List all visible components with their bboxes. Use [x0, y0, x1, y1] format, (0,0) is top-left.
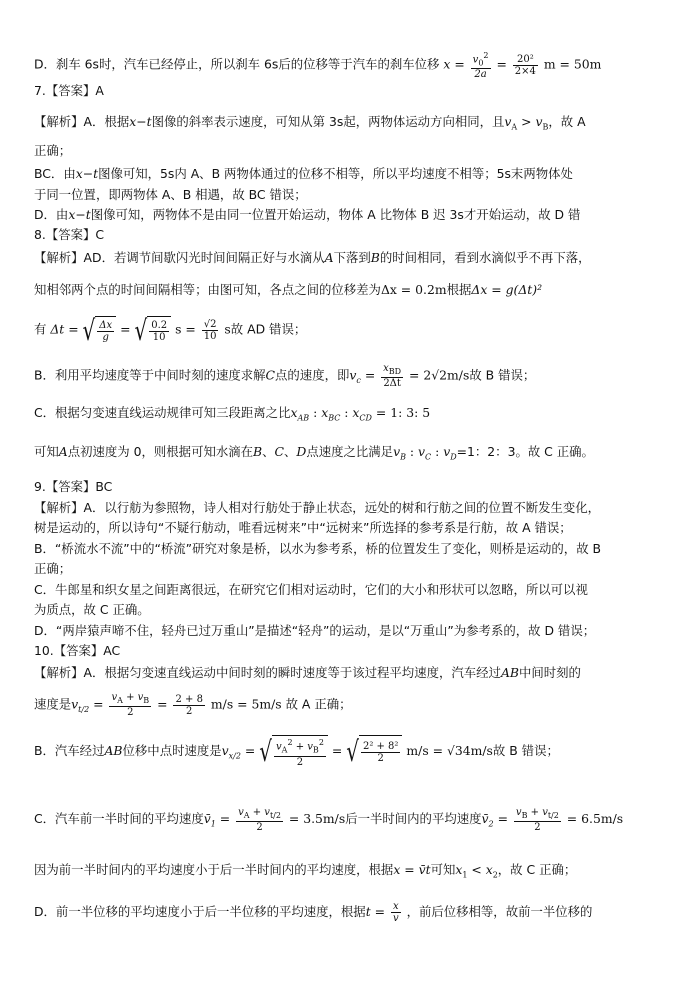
math-var: x [485, 862, 493, 877]
subscript: BC [328, 413, 341, 423]
denominator: v [392, 913, 399, 924]
math-var: D [296, 444, 307, 459]
math-run: t = [365, 904, 386, 919]
math-run: = [331, 742, 343, 758]
text-run: C．根据匀变速直线运动规律可知三段距离之比 [34, 405, 291, 420]
math-var: v̄ [481, 811, 489, 826]
subscript: B [521, 810, 528, 820]
denominator: g [102, 332, 109, 343]
subscript: A [243, 810, 250, 820]
text-line: 树是运动的，所以诗句“不疑行舫动，唯看远树来”中“远树来”所选择的参考系是行舫，故 A 错误； [34, 520, 572, 535]
text-run: D．由 [34, 207, 69, 222]
math-run: s [224, 321, 231, 337]
text-line [34, 166, 573, 182]
text-run: ，故 C 正确； [497, 862, 577, 877]
fraction [274, 737, 326, 767]
text-line: 正确； [34, 143, 72, 158]
text-line: D．“两岸猿声啼不住，轻舟已过万重山”是描述“轻舟”的运动，是以“万重山”为参考系的，故 D 错误； [34, 623, 596, 638]
subscript: D [450, 452, 457, 462]
fraction [513, 54, 538, 77]
sqrt: √ $\frac{v_A^2 + v_B^2}{2}$ [259, 735, 328, 768]
math-var: x [383, 363, 389, 374]
math-run: = [244, 742, 256, 758]
text-run: 【解析】AD．若调节间歇闪光时间间隔正好与水滴从 [34, 250, 325, 265]
math-var: v [418, 444, 426, 459]
math-run: x−t [68, 207, 91, 222]
text-line [34, 898, 592, 926]
math-run: = [219, 811, 231, 826]
math-var: + v [527, 806, 548, 818]
text-run: 下落到 [333, 250, 371, 265]
answer-heading: 9.【答案】BC [34, 479, 113, 494]
text-run: 根据 [446, 282, 472, 297]
text-run: 有 [34, 321, 47, 337]
text-run: =1：2：3。故 C 正确。 [456, 444, 594, 459]
math-var: B [253, 444, 263, 459]
text-run: 知相邻两个点的时间间隔相等；由图可知，各点之间的位移差为 [34, 282, 381, 297]
subscript: x/2 [228, 751, 241, 761]
fraction [514, 807, 561, 833]
superscript: 2 [287, 738, 293, 748]
text-line [34, 405, 430, 426]
text-line [34, 207, 580, 223]
math-var: v [515, 806, 522, 818]
text-run: D．前一半位移的平均速度小于后一半位移的平均速度，根据 [34, 904, 366, 919]
fraction [202, 319, 219, 342]
denominator: 10 [203, 330, 217, 342]
text-line: 为质点，故 C 正确。 [34, 602, 150, 617]
math-var: v [472, 54, 479, 66]
sqrt: √ $\frac{\Delta x}{g}$ [83, 316, 117, 344]
text-run: ，前后位移相等，故前一半位移的 [406, 904, 593, 919]
text-run: 图像可知，5s内 A、B 两物体通过的位移不相等，所以平均速度不相等；5s末两物体处 [98, 166, 573, 181]
math-run: m/s = [406, 742, 447, 758]
math-var: AB [500, 665, 519, 680]
subscript: B [400, 452, 406, 462]
math-var: + v [249, 806, 270, 818]
math-run: = [157, 696, 168, 712]
math-run: Δx = g(Δt)² [471, 282, 543, 297]
answer-heading: 8.【答案】C [34, 227, 105, 242]
subscript: CD [359, 413, 372, 423]
text-run: 故 B 错误； [492, 742, 559, 758]
math-run: < [467, 862, 486, 877]
math-run: : [340, 405, 353, 420]
fraction [391, 901, 401, 924]
math-run: x−t [75, 166, 99, 181]
text-run: 位移中点时速度是 [122, 742, 222, 758]
superscript: 2 [318, 738, 324, 748]
text-line [34, 363, 535, 392]
math-run: = [120, 321, 131, 337]
subscript: 1 [210, 819, 216, 829]
text-line [34, 735, 559, 771]
math-var: x [455, 862, 463, 877]
text-line [34, 862, 576, 883]
sqrt: √ $\frac{0.2}{10}$ [134, 316, 171, 344]
subscript: 0 [478, 58, 484, 68]
subscript: B [312, 745, 319, 755]
subscript: t/2 [269, 810, 281, 820]
math-var: A [324, 250, 334, 265]
text-run: 图像可知，两物体不是由同一位置开始运动，物体 A 比物体 B 迟 3s才开始运动，故 D 错 [90, 207, 581, 222]
fraction [109, 692, 151, 718]
text-line [34, 804, 623, 839]
subscript: C [425, 452, 432, 462]
text-run: ，故 A [548, 114, 586, 129]
text-run: 点的速度，即 [275, 367, 350, 383]
denominator: 2 [127, 707, 134, 718]
math-var: v [393, 444, 401, 459]
math-var: x [321, 405, 329, 420]
math-run: > [517, 114, 536, 129]
sqrt: √ $\frac{\text{2² + 8²}}{2}$ [346, 735, 402, 767]
math-var: B [370, 250, 380, 265]
subscript: 2 [492, 870, 498, 880]
subscript: A [511, 122, 518, 132]
text-run: 点速度之比满足 [306, 444, 394, 459]
math-run: = [496, 56, 507, 72]
text-run: 故 B 错误； [469, 367, 536, 383]
answer-heading: 10.【答案】AC [34, 643, 121, 658]
math-var: + v [122, 692, 144, 703]
text-run: 的时间相同，看到水滴似乎不再下落， [379, 250, 591, 265]
subscript: t/2 [547, 810, 559, 820]
subscript: A [117, 696, 123, 705]
denominator: 2 [256, 821, 263, 833]
numerator: 2 + 8 [175, 693, 203, 705]
text-run: 、 [284, 444, 297, 459]
subscript: 1 [462, 870, 468, 880]
math-run: = [93, 696, 104, 712]
text-run: 后一半时间内的平均速度 [345, 811, 482, 826]
text-line [34, 313, 307, 347]
math-var: x [352, 405, 360, 420]
text-line [34, 665, 581, 681]
math-var: v [443, 444, 451, 459]
denominator: 2 [377, 753, 384, 765]
text-line [34, 282, 542, 298]
text-run: D．刹车 6s时，汽车已经停止，所以刹车 6s后的位移等于汽车的刹车位移 [34, 56, 440, 72]
math-run: m/s = 5m/s [210, 696, 282, 712]
math-var: v [276, 741, 282, 753]
math-var: AB [104, 742, 123, 758]
math-var: v [71, 696, 79, 712]
fraction [236, 807, 283, 833]
text-line: 正确； [34, 561, 72, 576]
text-line: 于同一位置，即两物体 A、B 相遇，故 BC 错误； [34, 187, 307, 202]
math-run: : [309, 405, 322, 420]
math-run: x = v̄t [393, 862, 431, 877]
math-var: v [349, 367, 357, 383]
text-run: 【解析】A．根据 [34, 114, 130, 129]
text-run: B．汽车经过 [34, 742, 105, 758]
math-run: m/s [470, 742, 493, 758]
text-run: 图像的斜率表示速度，可知从第 3s起，两物体运动方向相同，且 [151, 114, 505, 129]
denominator: 2a [474, 69, 487, 81]
math-run: = 1: 3: 5 [371, 405, 431, 420]
math-var: x [290, 405, 298, 420]
denominator: 2×4 [514, 65, 536, 77]
text-run: 可知 [34, 444, 59, 459]
math-run: x = [443, 56, 465, 72]
math-run: Δx = 0.2m [380, 282, 447, 297]
text-line: C．牛郎星和织女星之间距离很远，在研究它们相对运动时，它们的大小和形状可以忽略，所以可以视 [34, 582, 588, 597]
numerator: 0.2 [151, 320, 168, 331]
math-var: v̄ [203, 811, 211, 826]
subscript: c [356, 375, 361, 385]
math-run: = 2√2m/s [409, 367, 470, 383]
subscript: BD [388, 367, 402, 376]
numerator: Δx [99, 320, 113, 331]
denominator: 10 [152, 332, 166, 343]
math-run: m = 50m [543, 56, 602, 72]
denominator: 2 [534, 821, 541, 833]
math-run: √34 [446, 742, 471, 758]
numerator: 2² + 8² [362, 741, 399, 753]
math-run: = 3.5m/s [288, 811, 346, 826]
fraction [149, 320, 169, 343]
text-run: B．利用平均速度等于中间时刻的速度求解 [34, 367, 266, 383]
math-run: Δt = [50, 321, 79, 337]
fraction [381, 363, 403, 389]
math-run: = 6.5m/s [566, 811, 624, 826]
fraction [173, 694, 204, 717]
text-line [34, 114, 586, 135]
text-line [34, 692, 352, 722]
denominator: 2 [296, 756, 304, 768]
math-var: v [111, 692, 118, 703]
text-line: 【解析】A．以行舫为参照物，诗人相对行舫处于静止状态，远处的树和行舫之间的位置不断发生变化， [34, 500, 601, 515]
math-run: = [364, 367, 376, 383]
text-run: 点初速度为 0，则根据可知水滴在 [67, 444, 254, 459]
subscript: A [281, 745, 288, 755]
denominator: 2 [186, 705, 193, 717]
math-run: : [431, 444, 444, 459]
text-run: 速度是 [34, 696, 72, 712]
math-var: A [58, 444, 68, 459]
superscript: 2 [483, 51, 489, 60]
denominator: 2Δt [383, 378, 401, 389]
answer-heading: 7.【答案】A [34, 83, 104, 98]
fraction [361, 741, 400, 764]
subscript: t/2 [78, 704, 90, 714]
text-run: 【解析】A．根据匀变速直线运动中间时刻的瞬时速度等于该过程平均速度，汽车经过 [34, 665, 501, 680]
numerator: 20² [513, 54, 538, 66]
math-var: v [221, 742, 229, 758]
fraction [97, 320, 114, 343]
text-run: 、 [262, 444, 275, 459]
math-run: x−t [129, 114, 152, 129]
subscript: B [143, 696, 150, 705]
text-run: 可知 [430, 862, 456, 877]
math-var: C [274, 444, 285, 459]
math-var: v [504, 114, 512, 129]
math-var: C [265, 367, 276, 383]
math-var: + v [292, 741, 313, 753]
numerator: x [391, 901, 401, 913]
math-run: : [405, 444, 419, 459]
text-line [34, 250, 591, 266]
math-run: = [497, 811, 508, 826]
subscript: AB [297, 413, 310, 423]
subscript: 2 [488, 819, 494, 829]
text-line: B．“桥流水不流”中的“桥流”研究对象是桥，以水为参考系，桥的位置发生了变化，则桥是运动的，故 B [34, 541, 602, 556]
text-run: C．汽车前一半时间的平均速度 [34, 811, 204, 826]
math-var: v [535, 114, 543, 129]
text-run: BC．由 [34, 166, 76, 181]
fraction [471, 50, 491, 80]
numerator: √2 [203, 318, 217, 330]
text-line [34, 50, 601, 80]
text-run: 因为前一半时间内的平均速度小于后一半时间内的平均速度，根据 [34, 862, 394, 877]
text-run: 中间时刻的 [519, 665, 581, 680]
text-line [34, 444, 594, 465]
math-var: v [238, 806, 244, 818]
text-run: 故 A 正确； [285, 696, 352, 712]
subscript: B [542, 122, 549, 132]
text-run: 故 AD 错误； [230, 321, 307, 337]
math-run: s = [175, 321, 196, 337]
